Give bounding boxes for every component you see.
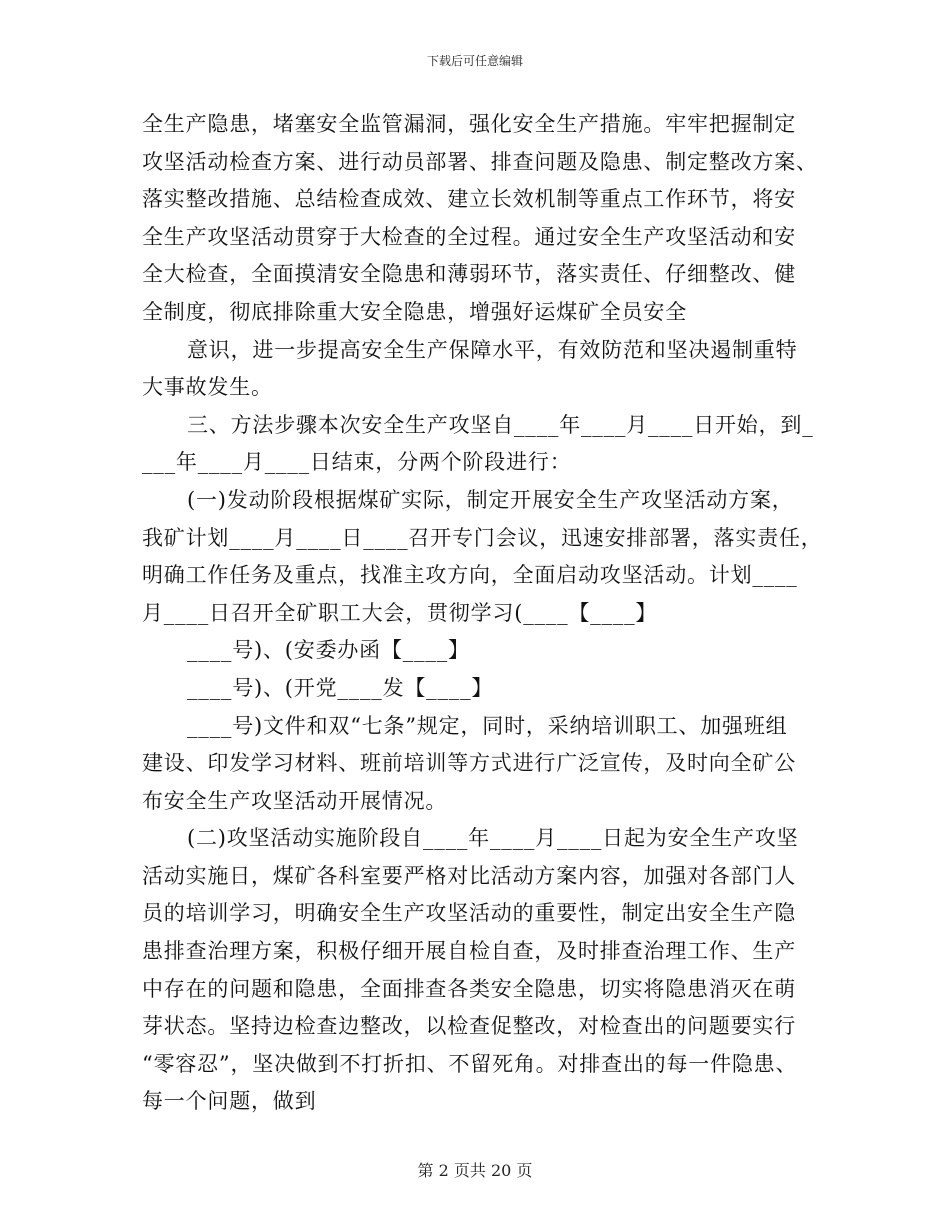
text-line: (二)攻坚活动实施阶段自____年____月____日起为安全生产攻坚 xyxy=(187,826,799,851)
document-body xyxy=(142,106,823,1121)
paragraph xyxy=(142,106,818,332)
text-line: 意识，进一步提高安全生产保障水平，有效防范和坚决遏制重特 xyxy=(187,337,798,362)
text-line: 全生产隐患，堵塞安全监管漏洞，强化安全生产措施。牢牢把握制定 xyxy=(142,112,796,136)
text-line: 布安全生产攻坚活动开展情况。 xyxy=(142,788,448,813)
paragraph-section-three xyxy=(142,407,814,482)
paragraph-phase-two xyxy=(142,820,810,1121)
text-line: 员的培训学习，明确安全生产攻坚活动的重要性，制定出安全生产隐 xyxy=(142,901,796,926)
text-line: 芽状态。坚持边检查边整改，以检查促整改，对检查出的问题要实行 xyxy=(142,1014,796,1039)
text-line: ____号)文件和双“七条”规定，同时，采纳培训职工、加强班组 xyxy=(187,713,788,738)
text-line: 患排查治理方案，积极仔细开展自检自查，及时排查治理工作、生产 xyxy=(142,939,796,964)
text-line: 明确工作任务及重点，找准主攻方向，全面启动攻坚活动。计划____ xyxy=(142,563,798,588)
text-line: ____号)、(安委办函【____】 xyxy=(187,638,470,663)
text-line: 活动实施日，煤矿各科室要严格对比活动方案内容，加强对各部门人 xyxy=(142,863,796,888)
page-header: 下载后可任意编辑 xyxy=(426,54,523,68)
paragraph-phase-one xyxy=(142,482,823,632)
text-line: 落实整改措施、总结检查成效、建立长效机制等重点工作环节，将安 xyxy=(142,187,796,212)
text-line: 月____日召开全矿职工大会，贯彻学习(____【____】 xyxy=(142,600,658,625)
paragraph xyxy=(142,632,810,670)
text-line: 三、方法步骤本次安全生产攻坚自____年____月____日开始，到_ xyxy=(187,412,814,437)
page-footer: 第 2 页共 20 页 xyxy=(417,1161,533,1180)
text-line: 建设、印发学习材料、班前培训等方式进行广泛宣传，及时向全矿公 xyxy=(142,751,796,776)
text-line: 大事故发生。 xyxy=(142,375,273,400)
text-line: (一)发动阶段根据煤矿实际，制定开展安全生产攻坚活动方案， xyxy=(187,487,794,512)
text-line: 我矿计划____月____日____召开专门会议，迅速安排部署，落实责任， xyxy=(142,525,823,550)
paragraph xyxy=(142,332,810,407)
text-line: 攻坚活动检查方案、进行动员部署、排查问题及隐患、制定整改方案、 xyxy=(142,149,818,174)
text-line: ____号)、(开党____发【____】 xyxy=(187,675,494,700)
text-line: 全大检查，全面摸清安全隐患和薄弱环节，落实责任、仔细整改、健 xyxy=(142,262,796,287)
text-line: 中存在的问题和隐患，全面排查各类安全隐患，切实将隐患消灭在萌 xyxy=(142,976,796,1001)
text-line: ___年____月____日结束，分两个阶段进行： xyxy=(142,450,572,475)
paragraph xyxy=(142,708,810,821)
text-line: 全生产攻坚活动贯穿于大检查的全过程。通过安全生产攻坚活动和安 xyxy=(142,224,796,249)
text-line: “零容忍”，坚决做到不打折扣、不留死角。对排查出的每一件隐患、 xyxy=(142,1051,798,1076)
text-line: 每一个问题，做到 xyxy=(142,1089,317,1114)
paragraph xyxy=(142,670,810,708)
text-line: 全制度，彻底排除重大安全隐患，增强好运煤矿全员安全 xyxy=(142,299,687,324)
